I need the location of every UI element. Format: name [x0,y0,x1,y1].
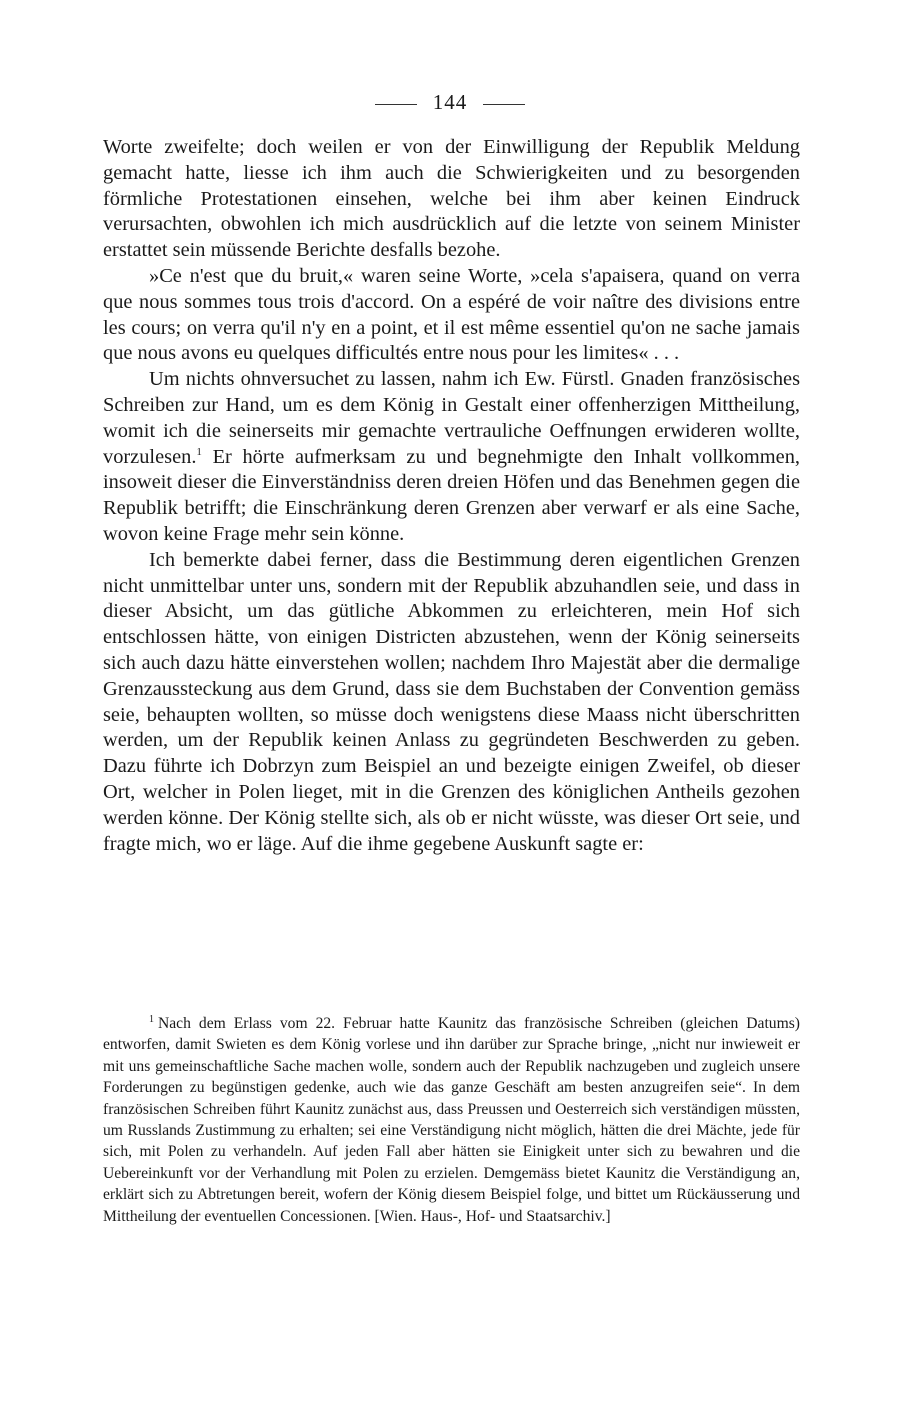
footnote-marker: 1 [149,1013,154,1025]
page-header [0,90,900,115]
footnote-paragraph [103,1013,800,1227]
paragraph-text: Er hörte aufmerksam zu und begnehmigte den Inhalt vollkommen, insoweit dieser die Einverständniss deren dreien Höfen und das Benehmen gegen die Republik betrifft; die Einschränkung deren Grenzen aber verwarf er als eine Sache, wovon keine Frage mehr sein könne. [103,445,800,545]
paragraph: »Ce n'est que du bruit,« waren seine Worte, »cela s'apaisera, quand on verra que nous sommes tous trois d'accord. On a espéré de voir naître des divisions entre les cours; on verra qu'il n'y en a point, et il est même essentiel qu'on ne sache jamais que nous avons eu quelques difficultés entre nous pour les limites« . . . [103,264,800,365]
paragraph: Worte zweifelte; doch weilen er von der Einwilligung der Republik Meldung gemacht hatte, liesse ich ihm auch die Schwierigkeiten und zu besorgenden förmliche Protestationen einsehen, welche bei ihm aber keinen Eindruck verursachten, obwohlen ich mich ausdrücklich auf die letzte von seinem Minister erstattet sein müssende Berichte desfalls bezohe. [103,136,800,262]
footnote-text: Nach dem Erlass vom 22. Februar hatte Kaunitz das französische Schreiben (gleichen Datums) entworfen, damit Swieten es dem König vorlese und ihn darüber zur Sprache bringe, „nicht nur inwieweit er mit uns gemeinschaftliche Sache machen wolle, sondern auch der Republik nachzugeben und zugleich unsere Forderungen zu begünstigen gedenke, auch wie das ganze Geschäft am besten anzugreifen seie“. In dem französischen Schreiben führt Kaunitz zunächst aus, dass Preussen und Oesterreich sich verständigen müssten, um Russlands Zustimmung zu erhalten; sei eine Verständigung nicht möglich, hätten die drei Mächte, jede für sich, mit Polen zu verhandeln. Auf jeden Fall aber hätten sie Einigkeit unter sich zu bewahren und die Uebereinkunft vor der Verhandlung mit Polen zu erzielen. Demgemäss bietet Kaunitz die Verständigung an, erklärt sich zu Abtretungen bereit, wofern der König diesem Beispiel folge, und bittet um Rückäusserung und Mittheilung der eventuellen Concessionen. [Wien. Haus-, Hof- und Staatsarchiv.] [103,1015,800,1225]
paragraph-text: Um nichts ohnversuchet zu lassen, nahm ich Ew. Fürstl. Gnaden französisches Schreiben zur Hand, um es dem König in Gestalt einer offenherzigen Mittheilung, womit ich die seinerseits mir gemachte vertrauliche Oeffnungen erwideren wollte, vorzulesen. [103,368,800,468]
header-rule-right [483,104,525,105]
footnote [103,1013,800,1227]
main-text [103,135,800,857]
paragraph: Ich bemerkte dabei ferner, dass die Bestimmung deren eigentlichen Grenzen nicht unmittelbar unter uns, sondern mit der Republik abzuhandlen seie, und dass in dieser Absicht, um das gütliche Abkommen zu erleichteren, mein Hof sich entschlossen hätte, von einigen Districten abzustehen, wenn der König seinerseits sich auch dazu hätte einverstehen wollen; nachdem Ihro Majestät aber die dermalige Grenzaussteckung aus dem Grund, dass sie dem Buchstaben der Convention gemäss seie, behaupten wollten, so müsse doch wenigstens diese Maass nicht überschritten werden, um der Republik keinen Anlass zu gegründeten Beschwerden zu geben. Dazu führte ich Dobrzyn zum Beispiel an und bezeigte einigen Zweifel, ob dieser Ort, welcher in Polen lieget, mit in die Grenzen des königlichen Antheils gezohen werden könne. Der König stellte sich, als ob er nicht wüsste, was dieser Ort seie, und fragte mich, wo er läge. Auf die ihme gegebene Auskunft sagte er: [103,548,800,855]
footnote-reference: 1 [196,445,202,458]
page-number: 144 [432,90,468,114]
header-rule-left [375,104,417,105]
paragraph [103,367,800,548]
